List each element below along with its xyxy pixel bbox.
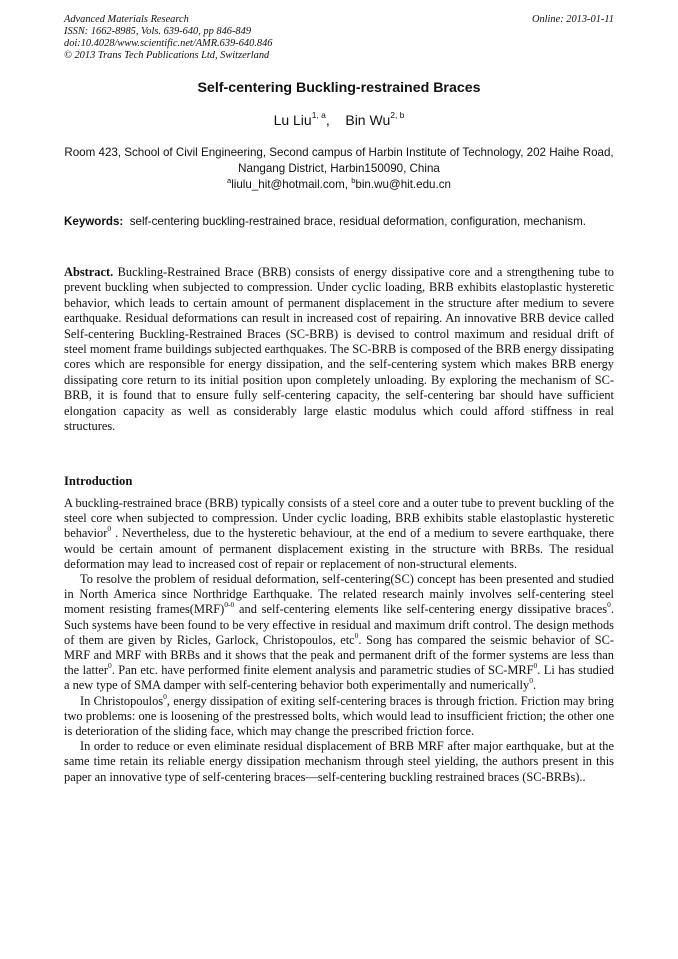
paragraph [64,739,614,785]
author-emails [0,178,678,191]
author-separator: , [325,112,330,128]
email-mark: b [351,176,356,185]
journal-name: Advanced Materials Research [64,14,189,25]
citation-mark: 0 [107,524,112,534]
citation-mark: 0 [163,691,167,701]
paragraph-text: . Li has studied a new type of SMA damper with self-centering behavior both experimentally and numerically [64,663,614,693]
paragraph-text: . Nevertheless, due to the hysteretic behaviour, at the end of a medium to severe earthquake, there would be certain amount of permanent displacement existing in the structure with BRBs. The residual deformation may lead to increased cost of repair or replacement of non-structural elements. [64,526,614,571]
author-affiliation-mark: 2, b [390,110,405,120]
paragraph [64,572,614,694]
section-heading: Introduction [64,474,133,488]
citation-mark: 0 [354,630,359,640]
introduction-body [64,496,614,785]
citation-mark: 0 [529,676,533,686]
journal-info [64,14,384,62]
paper-title: Self-centering Buckling-restrained Braces [197,80,481,96]
paragraph-text: To resolve the problem of residual deformation, self-centering(SC) concept has been presented and studied in North America since Northridge Earthquake. The related research mainly involves self-centering steel moment resisting frames(MRF) [64,572,614,617]
email-address: liulu_hit@hotmail.com, [231,178,352,191]
paragraph-text: , energy dissipation of exiting self-centering braces is through friction. Friction may bring two problems: one is loosening of the prestressed bolts, which would lead to insufficient friction; the other one is deterioration of the sliding face, which may change the prescribed friction force. [64,693,615,739]
paragraph-text: . Pan etc. have performed finite element analysis and parametric studies of SC-MRF [111,663,534,678]
email-address: bin.wu@hit.edu.cn [355,178,451,191]
keywords-text: self-centering buckling-restrained brace, residual deformation, configuration, mechanism. [129,215,586,228]
paragraph [64,496,614,572]
abstract-label: Abstract. [64,265,114,279]
author-affiliation-mark: 1, a [311,110,326,120]
journal-doi: doi:10.4028/www.scientific.net/AMR.639-640.846 [64,38,273,49]
paragraph-text: and self-centering elements like self-centering energy dissipative braces [234,602,608,617]
affiliation: Room 423, School of Civil Engineering, Second campus of Harbin Institute of Technology, 202 Haihe Road, Nangang District, Harbin150090, China [64,146,614,175]
paragraph-text: . [532,678,537,693]
paragraph-text: A buckling-restrained brace (BRB) typically consists of a steel core and a outer tube to prevent buckling of the steel core when subjected to compression. Under cyclic loading, BRB exhibits stable elastoplastic hysteretic behavior [64,496,614,541]
keywords [64,214,614,229]
author-line [0,112,678,128]
journal-issn: ISSN: 1662-8985, Vols. 639-640, pp 846-849 [64,26,252,37]
paragraph [64,691,615,740]
journal-copyright: © 2013 Trans Tech Publications Ltd, Switzerland [64,50,270,61]
citation-mark: 0 [533,661,538,671]
paragraph-text: In order to reduce or even eliminate residual displacement of BRB MRF after major earthquake, but at the same time retain its reliable energy dissipation mechanism through steel yielding, the authors present in this paper an innovative type of self-centering braces—self-centering buckling restrained braces (SC-BRBs).. [64,739,614,784]
paragraph-text: In Christopoulos [80,693,164,708]
citation-mark: 0 [108,661,112,671]
abstract [64,265,614,434]
citation-mark: 0-0 [224,600,235,610]
keywords-label: Keywords: [64,215,124,228]
author-name: Lu Liu [273,112,312,128]
paragraph-text: . Song has compared the seismic behavior of SC-MRF and MRF with BRBs and it shows that the peak and permanent drift of the former systems are less than the latter [64,632,614,678]
online-date: Online: 2013-01-11 [531,14,614,25]
paragraph-text: . Such systems have been found to be very effective in residual and maximum drift control. The design methods of them are given by Ricles, Garlock, Christopoulos, etc [64,602,614,647]
email-mark: a [227,176,232,185]
author-name: Bin Wu [345,112,391,128]
citation-mark: 0 [607,600,611,610]
abstract-text: Buckling-Restrained Brace (BRB) consists of energy dissipative core and a strengthening tube to prevent buckling when subjected to compression. Under cyclic loading, BRB exhibits elastoplastic hysteretic behavior, which leads to certain amount of permanent displacement in the structure after medium to severe earthquake. Residual deformations can result in increased cost of repairing. An innovative BRB device called Self-centering Buckling-Restrained Braces (SC-BRB) is devised to control maximum and residual drift of steel moment frame buildings subjected earthquakes. The SC-BRB is composed of the BRB energy dissipating cores which are responsible for energy dissipation, and the self-centering system which makes BRB energy dissipating core return to its initial position upon completely unloading. By exploring the mechanism of SC-BRB, it is found that to ensure fully self-centering capacity, the self-centering bar should have sufficient elongation capacity as well as considerably large elastic modulus which could afford stiffness in real structures. [64,265,614,434]
